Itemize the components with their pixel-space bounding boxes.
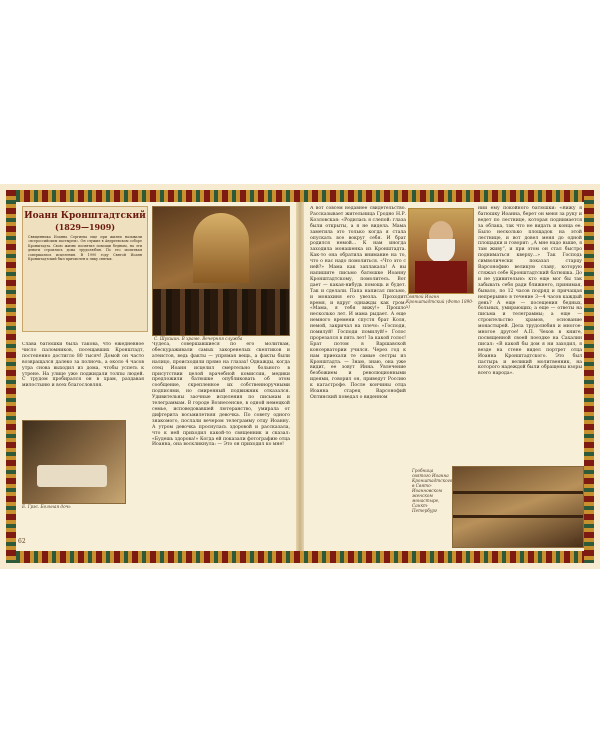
portrait-saint-john	[408, 208, 474, 294]
sidebar-text: Священника Иоанна Сергиева еще при жизни называли «всероссийским пастырем». Он служил в Андреевском соборе Кронштадта. Свою жизнь посвятил помощи бедным, на эти деньги строились дома трудолюбия. По его молитвам совершались исцеления. В 1990 году Святой Иоанн Кронштадтский был причислен к лику святых.	[28, 235, 142, 262]
painting-sick-daughter	[22, 420, 126, 504]
ornament-border-right	[584, 190, 594, 563]
photo-shelf	[453, 515, 583, 518]
sidebar-years: (1829—1909)	[54, 222, 116, 232]
caption-sick: Е. Грэс. Больная дочь	[22, 504, 71, 509]
book-gutter	[296, 202, 304, 551]
portrait-robe	[415, 261, 467, 293]
caption-icon: Святой Иоанн Кронштадтский (Фото 1890-х)	[406, 294, 474, 309]
page-number-left: 62	[18, 538, 26, 545]
ornament-border-top	[6, 190, 594, 202]
sidebar-title: Иоанн Кронштадтский	[24, 211, 146, 221]
photo-tomb-of-saint	[452, 466, 584, 548]
portrait-beard	[427, 239, 455, 263]
left-col-1-text: Слава батюшки была такова, что ежедневное число паломников, посещавших Кронштадт, постепенно достигло 80 тысяч! Домой он часто возвращался далеко за полночь, а около 4 часов утра снова выходил из дома, чтобы успеть к утрене. На улице уже поджидали толпы людей. С трудом пробирался он в храм, раздавая милостыню и всех благословляя.	[22, 342, 144, 389]
page-number-right: 63	[574, 538, 582, 545]
caption-interior: С. Шукшин. В храме. Вечерняя служба	[154, 336, 243, 341]
right-col-2-text: нии ему покойного батюшки: «Вижу я батюшку Иоанна, берет он меня за руку и ведет по лестнице, которая поднимается за облака, так что не видать и конца ее. Было несколько площадок на этой лестнице, и вот довел меня до одной площадки и говорит: „А мне надо выше, я там живу“, и при этом он стал быстро подниматься кверху...» Так Господь символически показал старцу Варсонофию великую славу, которую стяжал себе Кронштадтский батюшка. До и не удивительно: кто еще мог бы так забывать себя ради ближнего, принимая, бывало, по 12 часов подряд и причащая непрерывно в течение 3—4 часов каждый день? А еще — посещения бедных, больных, умирающих; а еще — ответы на письма и телеграммы; а еще — строительство храмов, основание монастырей. Дела трудолюбия и многое-многое другое! А.П. Чехов в книге, посвященной своей поездке на Сахалин писал: «В какой бы дом я ни заходил, я везде на стене видел портрет отца Иоанна Кронштадтского. Это был пастырь и великий молитвенник, на которого надеждой были обращены взоры всего народа».	[478, 206, 582, 377]
right-col-1-text: А вот совсем недавнее свидетельство. Рассказывает жительница Гродно Н.Р. Козловская: «Родилась я слепой: глаза были открыты, а я не видела. Мама заметила это только когда я стала опускать все вокруг себя. И брат родился немой... К нам иногда заходила монашенка из Кронштадта. Как-то она обратила внимание на то, что о нас надо помолиться. «Что это с ней?» Мама как заплакала! А вы напишите письмо батюшке Иоанну Кронштадтскому, помолитесь. Вот дает — какая-нибудь помощь и будет. Так и сделали. Папа написал письмо, и монахиня его увезла. Проходит время, и вдруг однажды как гром: «Мама, я тебя вижу!» Прошло несколько лет. И мама рыдает. А еще немного времени спустя брат Коля, немой, закричал на плечо: «Господи, помилуй! Господи помилуй!» Голос прорезался в пять лет! За какой голос! Брат потом в Варшавской консерватории учился. Через год к нам приехали те самые сестры из Кронштадта. — Знаю, знаю, она уже видит, ее зовут Инна. Увлечение безбожием и революционными идеями, говорил он, приведут Россию к катастрофе. После кончины отца Иоанна старец Варсонофий Оптинский поведал о виденном	[310, 206, 406, 400]
painting-church-interior	[152, 206, 290, 336]
left-col-2-text: Чудеса, совершавшиеся по его молитвам, обескураживали самых закоренелых скептиков и атеистов, ведь факты — упрямая вещь, а факты были налицо, происходили прямо на глазах! Однажды, когда отец Иоанн исцелил смертельно больного в присутствии целой врачебной комиссии, медики предложили батюшке опубликовать об этом сообщение, скрепленное их собственноручными подписями, но смиренный подвижник отказался. Удивительны заочные исцеления по письмам и телеграммам. В городе Вознесенске, в одной немецкой семье, исповедовавшей лютеранство, умирала от дифтерита восьмилетняя девочка. По совету одного знакомого, послали вечером телеграмму отцу Иоанну. А утром девочка проснулась здоровой и рассказала, что к ней приходил какой-то священник и сказал: «Будешь здорова!» Когда ей показали фотографию отца Иоанна, она воскликнула: — Это он приходил ко мне!	[152, 342, 290, 448]
caption-gifts: Гробница святого Иоанна Кронштадтского в Свято-Иоанновском женском монастыре, Санкт-Петербург	[412, 468, 453, 513]
ornament-border-left	[6, 190, 16, 563]
painting-bed	[37, 465, 107, 487]
painting-crowd	[153, 289, 289, 335]
ornament-border-bottom	[6, 551, 594, 563]
biography-sidebar	[22, 206, 148, 332]
painting-arch	[193, 213, 249, 283]
photo-shelf	[453, 491, 583, 494]
